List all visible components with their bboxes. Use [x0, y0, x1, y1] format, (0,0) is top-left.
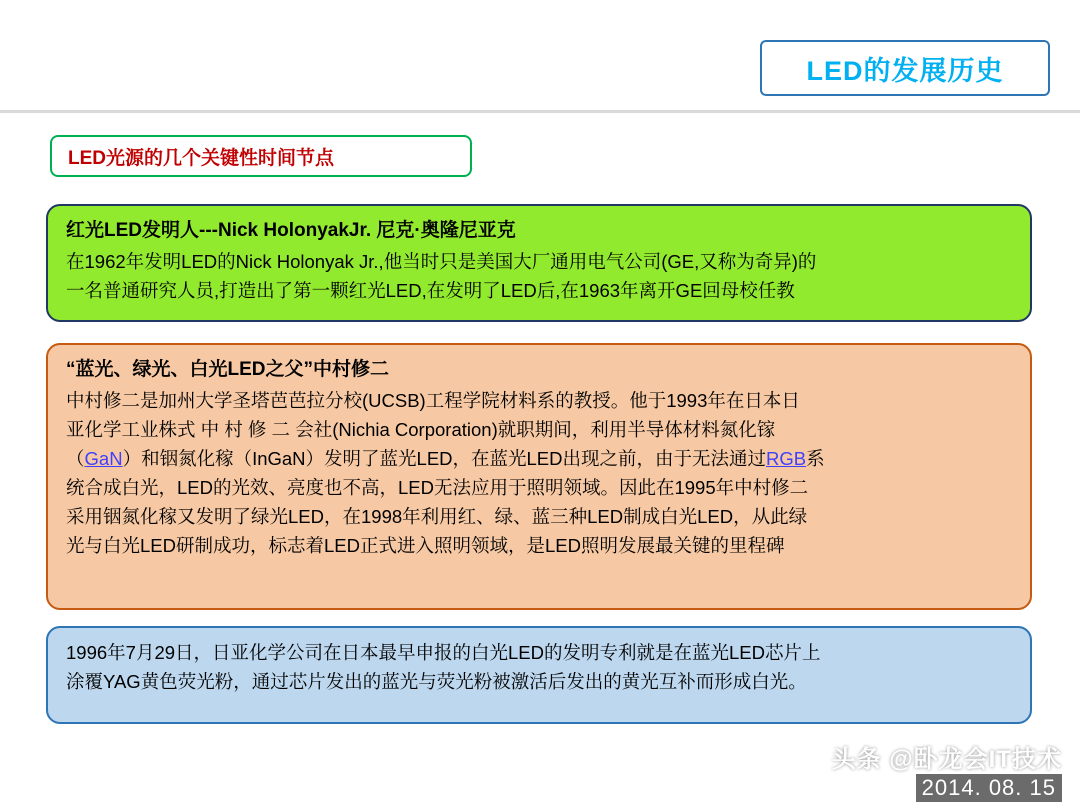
slide-title-box [760, 40, 1050, 96]
content-box-blue-led [46, 343, 1032, 610]
box-orange-line-3 [66, 444, 1012, 473]
section-label-text: LED光源的几个关键性时间节点 [68, 147, 335, 169]
box-green-line-1: 在1962年发明LED的Nick Holonyak Jr.,他当时只是美国大厂通用电气公司(GE,又称为奇异)的 [66, 251, 817, 272]
box-orange-line-4: 统合成白光，LED的光效、亮度也不高，LED无法应用于照明领域。因此在1995年中村修二 [66, 477, 809, 498]
section-label [50, 135, 472, 177]
content-box-white-led-patent [46, 626, 1032, 724]
box-orange-line-1: 中村修二是加州大学圣塔芭芭拉分校(UCSB)工程学院材料系的教授。他于1993年在日本日 [66, 390, 800, 411]
gan-link[interactable]: GaN [84, 448, 123, 469]
rgb-link[interactable]: RGB [766, 448, 807, 469]
box-orange-line-2: 亚化学工业株式 中 村 修 二 会社(Nichia Corporation)就职期间，利用半导体材料氮化镓 [66, 419, 776, 440]
line3-prefix: （ [66, 448, 85, 469]
content-box-red-led [46, 204, 1032, 322]
header-divider [0, 110, 1080, 113]
date-stamp: 2014. 08. 15 [916, 774, 1062, 802]
box-green-heading: 红光LED发明人---Nick HolonyakJr. 尼克·奥隆尼亚克 [66, 220, 516, 241]
box-orange-line-5: 采用铟氮化稼又发明了绿光LED，在1998年利用红、绿、蓝三种LED制成白光LED，从此绿 [66, 506, 808, 527]
box-blue-line-2: 涂覆YAG黄色荧光粉，通过芯片发出的蓝光与荧光粉被激活后发出的黄光互补而形成白光。 [66, 671, 807, 692]
line3-suffix: 系 [806, 448, 825, 469]
line3-middle: ）和铟氮化稼（InGaN）发明了蓝光LED，在蓝光LED出现之前，由于无法通过 [122, 448, 767, 469]
watermark-text: 头条 @卧龙会IT技术 [831, 746, 1062, 773]
page-title: LED的发展历史 [806, 55, 1004, 86]
box-green-line-2: 一名普通研究人员,打造出了第一颗红光LED,在发明了LED后,在1963年离开GE回母校任教 [66, 280, 795, 301]
box-blue-line-1: 1996年7月29日，日亚化学公司在日本最早申报的白光LED的发明专利就是在蓝光LED芯片上 [66, 642, 821, 663]
box-orange-heading: “蓝光、绿光、白光LED之父”中村修二 [66, 359, 390, 380]
box-orange-line-6: 光与白光LED研制成功，标志着LED正式进入照明领域，是LED照明发展最关键的里程碑 [66, 535, 785, 556]
